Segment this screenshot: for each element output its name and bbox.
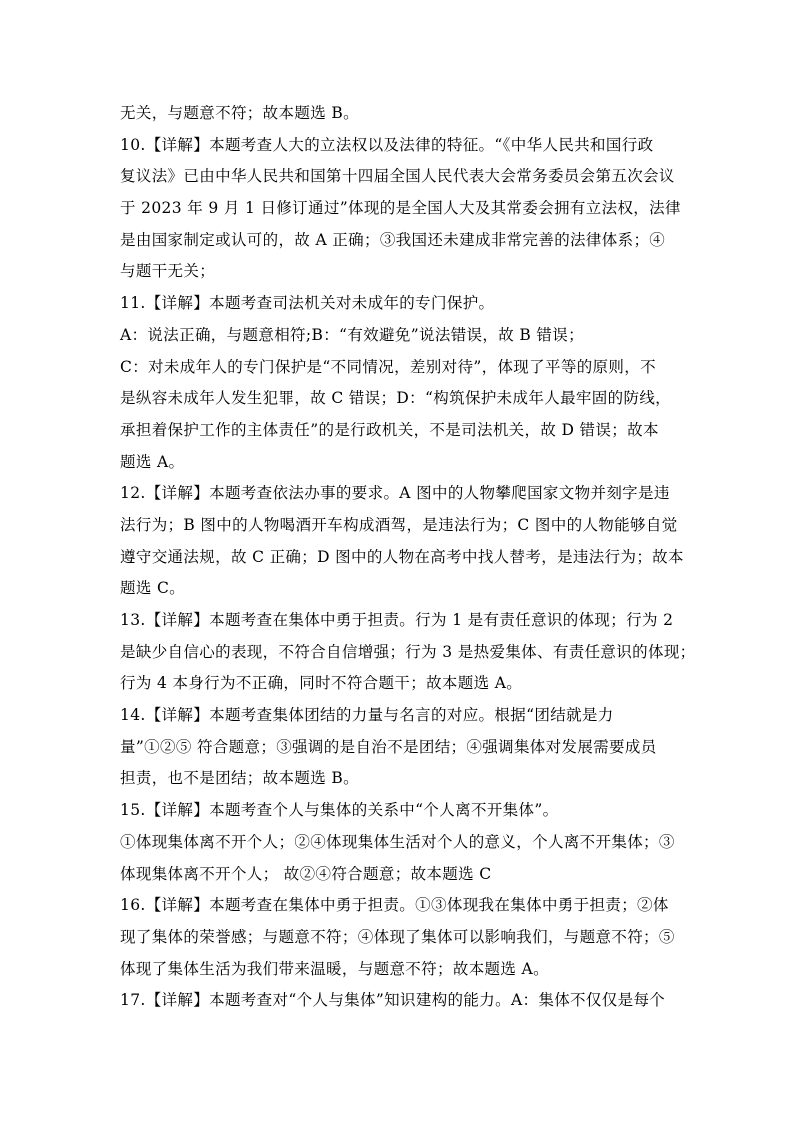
text-line: 14.【详解】本题考查集体团结的力量与名言的对应。根据“团结就是力 — [120, 706, 614, 725]
text-line: 15.【详解】本题考查个人与集体的关系中“个人离不开集体”。 — [120, 801, 559, 820]
text-line: 题选 C。 — [120, 579, 186, 598]
text-line: 体现集体离不开个人； 故②④符合题意；故本题选 C — [120, 864, 492, 883]
text-line: 复议法》已由中华人民共和国第十四届全国人民代表大会常务委员会第五次会议 — [120, 167, 675, 186]
text-line: 担责，也不是团结；故本题选 B。 — [120, 769, 359, 788]
text-line: 法行为；B 图中的人物喝酒开车构成酒驾，是违法行为；C 图中的人物能够自觉 — [120, 515, 678, 534]
text-line: 量”①②⑤ 符合题意；③强调的是自治不是团结；④强调集体对发展需要成员 — [120, 737, 657, 756]
text-line: 行为 4 本身行为不正确，同时不符合题干；故本题选 A。 — [120, 674, 523, 693]
text-line: A：说法正确，与题意相符;B：“有效避免”说法错误，故 B 错误； — [120, 325, 584, 344]
text-line: 于 2023 年 9 月 1 日修订通过”体现的是全国人大及其常委会拥有立法权，法律 — [120, 199, 681, 218]
text-line: 13.【详解】本题考查在集体中勇于担责。行为 1 是有责任意识的体现；行为 2 — [120, 611, 674, 629]
text-line: 10.【详解】本题考查人大的立法权以及法律的特征。“《中华人民共和国行政 — [120, 135, 654, 154]
text-line: 题选 A。 — [120, 452, 185, 471]
text-line: 是由国家制定或认可的，故 A 正确；③我国还未建成非常完善的法律体系；④ — [120, 230, 666, 249]
text-line: 与题干无关； — [120, 262, 216, 281]
text-line: 遵守交通法规，故 C 正确；D 图中的人物在高考中找人替考，是违法行为；故本 — [120, 547, 684, 566]
text-line: 是纵容未成年人发生犯罪，故 C 错误；D：“构筑保护未成年人最牢固的防线， — [120, 389, 672, 408]
text-line: ①体现集体离不开个人；②④体现集体生活对个人的意义，个人离不开集体；③ — [120, 832, 675, 851]
text-line: 无关，与题意不符；故本题选 B。 — [120, 104, 359, 122]
text-line: 12.【详解】本题考查依法办事的要求。A 图中的人物攀爬国家文物并刻字是违 — [120, 484, 670, 503]
text-line: 现了集体的荣誉感；与题意不符；④体现了集体可以影响我们，与题意不符；⑤ — [120, 927, 675, 946]
text-line: 是缺少自信心的表现，不符合自信增强；行为 3 是热爱集体、有责任意识的体现； — [120, 642, 696, 661]
answer-explanations — [120, 98, 696, 1017]
text-line: C：对未成年人的专门保护是“不同情况，差别对待”，体现了平等的原则，不 — [120, 357, 656, 376]
text-line: 承担着保护工作的主体责任”的是行政机关，不是司法机关，故 D 错误；故本 — [120, 420, 659, 439]
text-line: 16.【详解】本题考查在集体中勇于担责。①③体现我在集体中勇于担责；②体 — [120, 896, 669, 915]
text-line: 17.【详解】本题考查对“个人与集体”知识建构的能力。A：集体不仅仅是每个 — [120, 991, 666, 1010]
text-line: 体现了集体生活为我们带来温暖，与题意不符；故本题选 A。 — [120, 959, 549, 978]
text-line: 11.【详解】本题考查司法机关对未成年的专门保护。 — [120, 294, 495, 313]
